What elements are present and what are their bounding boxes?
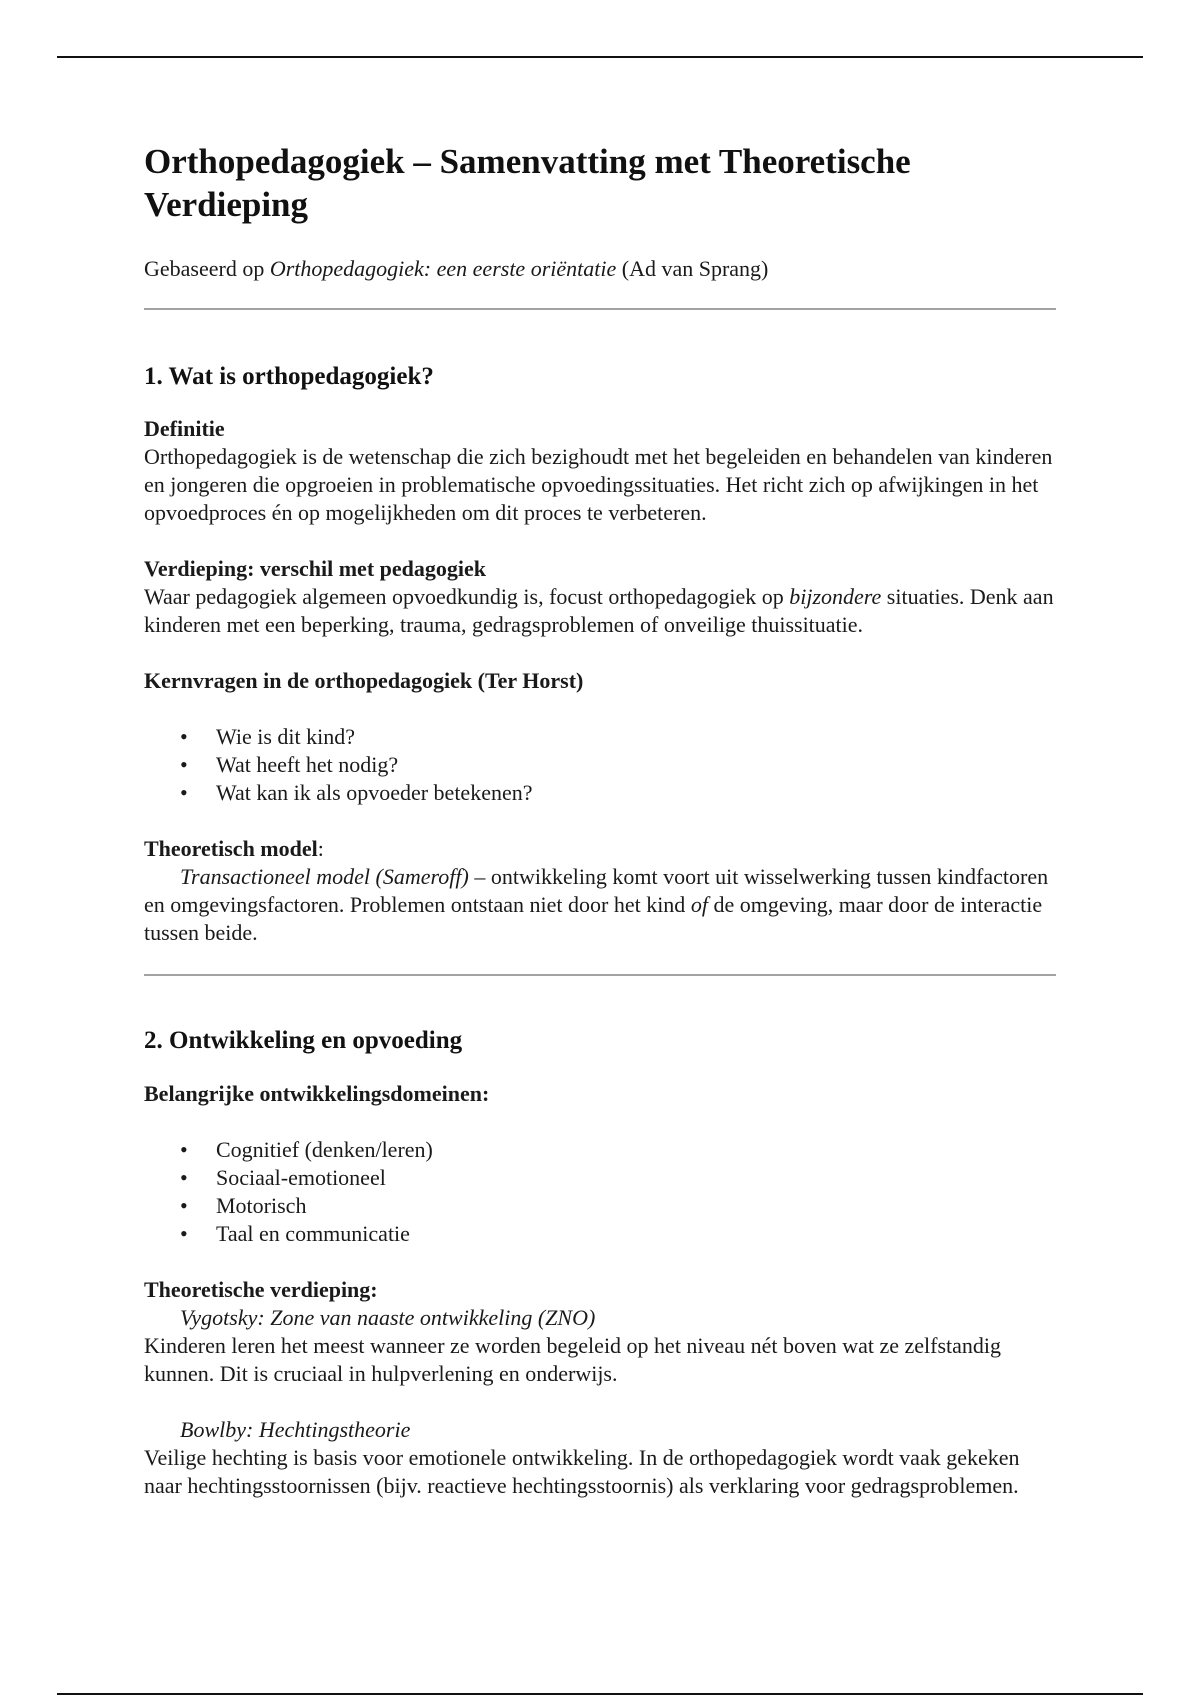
core-questions-list xyxy=(144,723,1056,807)
list-item: • Wat kan ik als opvoeder betekenen? xyxy=(144,779,1056,807)
depth-heading: Verdieping: verschil met pedagogiek xyxy=(144,556,486,581)
list-item: • Wie is dit kind? xyxy=(144,723,1056,751)
section2-heading: 2. Ontwikkeling en opvoeding xyxy=(144,1027,463,1054)
definition-heading: Definitie xyxy=(144,416,225,441)
depth-text-emphasis: bijzondere xyxy=(789,584,882,609)
theory-heading: Theoretische verdieping: xyxy=(144,1277,378,1302)
document-title: Orthopedagogiek – Samenvatting met Theoretische Verdieping xyxy=(144,142,911,224)
document-subtitle xyxy=(144,255,1056,283)
page-bottom-rule xyxy=(57,1693,1143,1695)
model-name: Transactioneel model (Sameroff) xyxy=(180,864,469,889)
list-item: • Motorisch xyxy=(144,1192,1056,1220)
list-item: • Taal en communicatie xyxy=(144,1220,1056,1248)
model-text-part: de omgeving, maar door de interactie tussen beide. xyxy=(144,892,1043,945)
model-heading-colon: : xyxy=(317,836,324,861)
section-divider xyxy=(144,308,1056,310)
model-text-part: – ontwikkeling komt voort uit wisselwerking tussen kindfactoren en omgevingsfactoren. Problemen ontstaan niet door het kind xyxy=(144,864,1049,917)
document-body xyxy=(144,140,1056,1500)
model-text xyxy=(144,863,1056,947)
depth-text-part: Waar pedagogiek algemeen opvoedkundig is, focust orthopedagogiek op xyxy=(144,584,790,609)
vygotsky-title: Vygotsky: Zone van naaste ontwikkeling (ZNO) xyxy=(180,1305,596,1330)
vygotsky-title-line xyxy=(144,1304,1056,1332)
list-item: • Cognitief (denken/leren) xyxy=(144,1136,1056,1164)
vygotsky-text: Kinderen leren het meest wanneer ze worden begeleid op het niveau nét boven wat ze zelfstandig kunnen. Dit is cruciaal in hulpverlening en onderwijs. xyxy=(144,1333,1002,1386)
subtitle-suffix: (Ad van Sprang) xyxy=(616,256,769,281)
model-heading-line xyxy=(144,835,1056,863)
depth-text xyxy=(144,583,1056,639)
list-item: • Wat heeft het nodig? xyxy=(144,751,1056,779)
bowlby-title-line xyxy=(144,1416,1056,1444)
subtitle-prefix: Gebaseerd op xyxy=(144,256,270,281)
bowlby-title: Bowlby: Hechtingstheorie xyxy=(180,1417,411,1442)
bowlby-text: Veilige hechting is basis voor emotionele ontwikkeling. In de orthopedagogiek wordt vaak gekeken naar hechtingsstoornissen (bijv. reactieve hechtingsstoornis) als verklaring voor gedragsproblemen. xyxy=(144,1445,1020,1498)
list-item: • Sociaal-emotioneel xyxy=(144,1164,1056,1192)
subtitle-book-title: Orthopedagogiek: een eerste oriëntatie xyxy=(269,256,617,281)
section-divider xyxy=(144,974,1056,976)
page-top-rule xyxy=(57,56,1143,58)
section1-heading: 1. Wat is orthopedagogiek? xyxy=(144,363,434,390)
domains-list xyxy=(144,1136,1056,1248)
definition-text: Orthopedagogiek is de wetenschap die zich bezighoudt met het begeleiden en behandelen van kinderen en jongeren die opgroeien in problematische opvoedingssituaties. Het richt zich op afwijkingen in het opvoedproces én op mogelijkheden om dit proces te verbeteren. xyxy=(144,444,1053,525)
depth-text-part: situaties. Denk aan kinderen met een beperking, trauma, gedragsproblemen of onveilige thuissituatie. xyxy=(144,584,1054,637)
core-questions-heading: Kernvragen in de orthopedagogiek (Ter Horst) xyxy=(144,668,584,693)
model-text-emphasis: of xyxy=(690,892,708,917)
model-heading: Theoretisch model xyxy=(144,836,318,861)
domains-heading: Belangrijke ontwikkelingsdomeinen: xyxy=(144,1081,490,1106)
